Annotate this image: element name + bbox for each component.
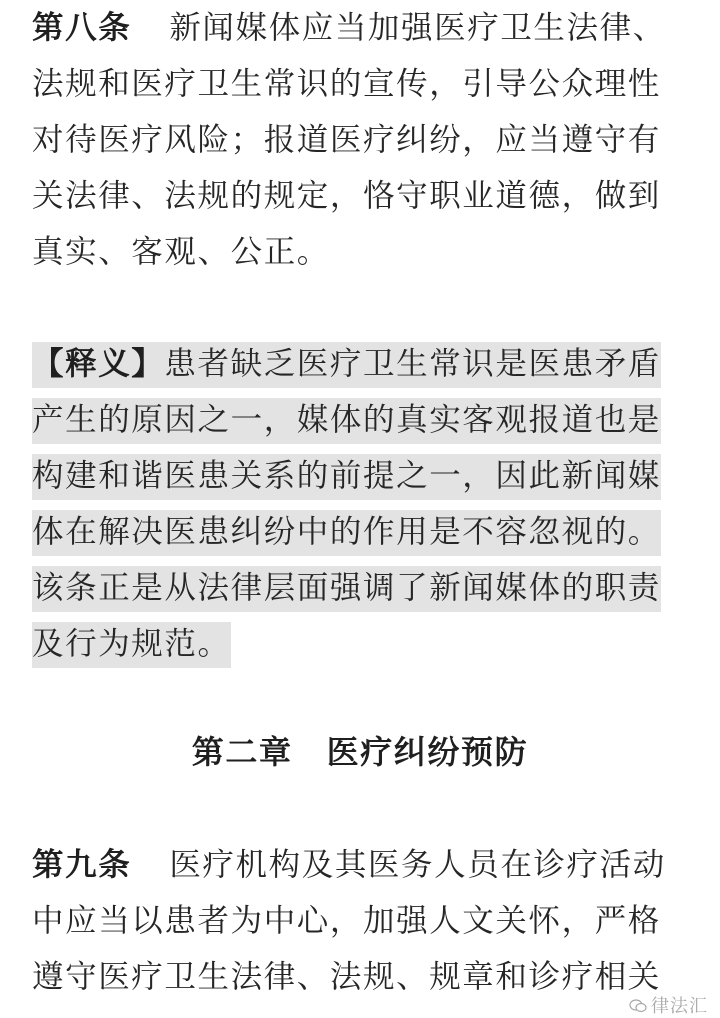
wechat-icon	[629, 999, 647, 1013]
article-8-line-4: 关法律、法规的规定，恪守职业道德，做到	[32, 178, 661, 214]
article-8-line-1: 第八条 新闻媒体应当加强医疗卫生法律、	[32, 10, 666, 46]
article-8-line-5: 真实、客观、公正。	[32, 234, 330, 270]
article-9-line-1: 第九条 医疗机构及其医务人员在诊疗活动	[32, 847, 666, 883]
interpretation-line-4: 体在解决医患纠纷中的作用是不容忽视的。	[32, 504, 692, 560]
interpretation-line-1: 【释义】患者缺乏医疗卫生常识是医患矛盾	[32, 336, 692, 392]
interpretation-line-2: 产生的原因之一，媒体的真实客观报道也是	[32, 392, 692, 448]
interpretation-line-5: 该条正是从法律层面强调了新闻媒体的职责	[32, 560, 692, 616]
watermark-text: 律法汇	[651, 996, 708, 1017]
article-9-line-2: 中应当以患者为中心，加强人文关怀，严格	[32, 903, 661, 939]
chapter-number: 第二章	[191, 733, 293, 771]
article-9-paragraph	[32, 837, 692, 1005]
article-9-title: 第九条	[32, 847, 132, 883]
article-8-line-3: 对待医疗风险；报道医疗纠纷，应当遵守有	[32, 122, 661, 158]
article-8-paragraph	[32, 0, 692, 280]
interpretation-line-6: 及行为规范。	[32, 616, 692, 672]
interpretation-line-3: 构建和谐医患关系的前提之一，因此新闻媒	[32, 448, 692, 504]
watermark	[629, 996, 708, 1018]
chapter-heading	[0, 724, 720, 780]
interpretation-paragraph	[32, 336, 692, 672]
article-8-line-2: 法规和医疗卫生常识的宣传，引导公众理性	[32, 66, 661, 102]
article-8-title: 第八条	[32, 10, 132, 46]
chapter-title: 医疗纠纷预防	[326, 733, 529, 771]
article-9-line-3: 遵守医疗卫生法律、法规、规章和诊疗相关	[32, 959, 661, 995]
interpretation-label: 【释义】	[32, 346, 165, 382]
